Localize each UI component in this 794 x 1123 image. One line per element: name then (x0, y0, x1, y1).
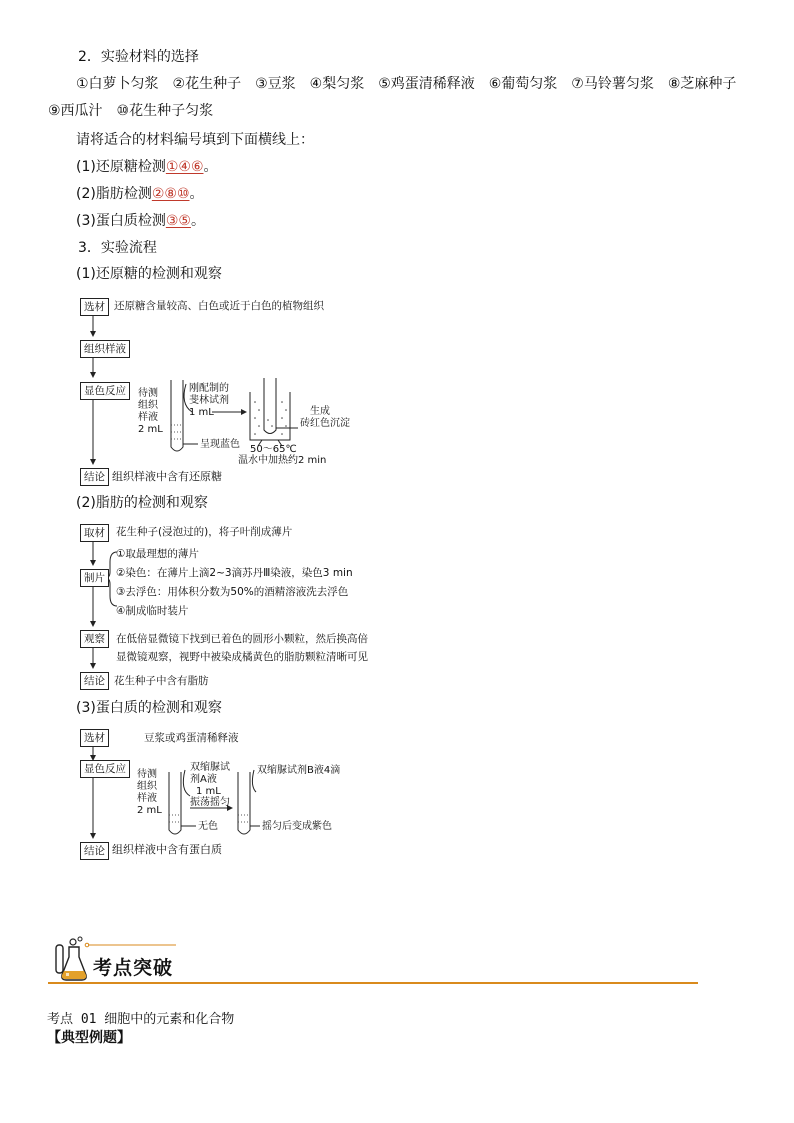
label-line: 1 mL (189, 407, 214, 418)
label-line: 剂A液 (190, 774, 217, 785)
protein-conclusion-text: 组织样液中含有蛋白质 (112, 843, 222, 856)
label-line: 组织 (137, 781, 157, 792)
fat-step: ③去浮色：用体积分数为50%的酒精溶液洗去浮色 (116, 586, 349, 598)
protein-reagent-b-label: 双缩脲试剂B液4滴 (257, 765, 341, 776)
fat-observe-line: 在低倍显微镜下找到已着色的圆形小颗粒，然后换高倍 (116, 633, 368, 645)
fat-title: (2)脂肪的检测和观察 (76, 495, 208, 511)
answer-protein: ③⑤ (165, 213, 191, 229)
fat-step: ①取最理想的薄片 (116, 548, 199, 560)
procedure-heading: 3．实验流程 (78, 240, 157, 256)
label-line: 2 mL (137, 805, 162, 816)
materials-list-line1: ①白萝卜匀浆 ②花生种子 ③豆浆 ④梨匀浆 ⑤鸡蛋清稀释液 ⑥葡萄匀浆 ⑦马铃薯匀浆 ⑧芝麻种子 (76, 76, 737, 92)
instruction-text: 请将适合的材料编号填到下面横线上： (76, 132, 314, 148)
question-fat-label: (2)脂肪检测 (76, 186, 152, 202)
label-line: 1 mL (196, 786, 221, 797)
box-make-fat: 制片 (80, 569, 109, 587)
answer-fat: ②⑧⑩ (151, 186, 190, 202)
materials-heading: 2．实验材料的选择 (78, 49, 199, 65)
label-line: 样液 (138, 412, 158, 423)
section-title: 考点突破 (93, 957, 174, 979)
protein-purple-label: 摇匀后变成紫色 (262, 821, 332, 832)
box-observe-fat: 观察 (80, 630, 109, 648)
period: 。 (189, 186, 204, 202)
box-select-protein: 选材 (80, 729, 109, 747)
box-conclusion-sugar: 结论 (80, 468, 109, 486)
box-select-sugar: 选材 (80, 298, 109, 316)
box-reaction-sugar: 显色反应 (80, 382, 130, 400)
protein-none-label: 无色 (198, 821, 218, 832)
example-title: 【典型例题】 (47, 1030, 131, 1046)
label-line: 组织 (138, 400, 158, 411)
materials-list-line2: ⑨西瓜汁 ⑩花生种子匀浆 (48, 103, 214, 119)
question-sugar-label: (1)还原糖检测 (76, 159, 166, 175)
sugar-select-text: 还原糖含量较高、白色或近于白色的植物组织 (114, 300, 324, 312)
answer-sugar: ①④⑥ (165, 159, 204, 175)
box-conclusion-protein: 结论 (80, 842, 109, 860)
period: 。 (190, 213, 205, 229)
box-sample: 组织样液 (80, 340, 130, 358)
sugar-temp-label: 50～65℃ (250, 444, 297, 455)
period: 。 (203, 159, 218, 175)
fat-step: ④制成临时装片 (116, 605, 189, 617)
label-line: 刚配制的 (189, 383, 229, 394)
label-line: 样液 (137, 793, 157, 804)
label-line: 2 mL (138, 424, 163, 435)
point-title: 考点 01 细胞中的元素和化合物 (47, 1012, 235, 1027)
box-take-fat: 取材 (80, 524, 109, 542)
protein-shake-label: 振荡摇匀 (190, 797, 230, 808)
protein-select-text: 豆浆或鸡蛋清稀释液 (144, 732, 239, 744)
label-line: 双缩脲试 (190, 762, 230, 773)
fat-conclusion-text: 花生种子中含有脂肪 (114, 675, 209, 687)
fat-step: ②染色：在薄片上滴2~3滴苏丹Ⅲ染液，染色3 min (116, 567, 353, 579)
sugar-heat-label: 温水中加热约2 min (238, 455, 327, 466)
sugar-title: (1)还原糖的检测和观察 (76, 266, 222, 282)
label-line: 砖红色沉淀 (300, 418, 350, 429)
question-protein-label: (3)蛋白质检测 (76, 213, 166, 229)
fat-observe-line: 显微镜观察，视野中被染成橘黄色的脂肪颗粒清晰可见 (116, 651, 368, 663)
protein-title: (3)蛋白质的检测和观察 (76, 700, 222, 716)
sugar-conclusion-text: 组织样液中含有还原糖 (112, 470, 222, 483)
box-reaction-protein: 显色反应 (80, 760, 130, 778)
sugar-blue-label: 呈现蓝色 (200, 439, 240, 450)
box-conclusion-fat: 结论 (80, 672, 109, 690)
label-line: 斐林试剂 (189, 395, 229, 406)
fat-take-text: 花生种子(浸泡过的)，将子叶削成薄片 (116, 526, 293, 538)
label-line: 待测 (137, 769, 157, 780)
label-line: 生成 (310, 406, 330, 417)
label-line: 待测 (138, 388, 158, 399)
